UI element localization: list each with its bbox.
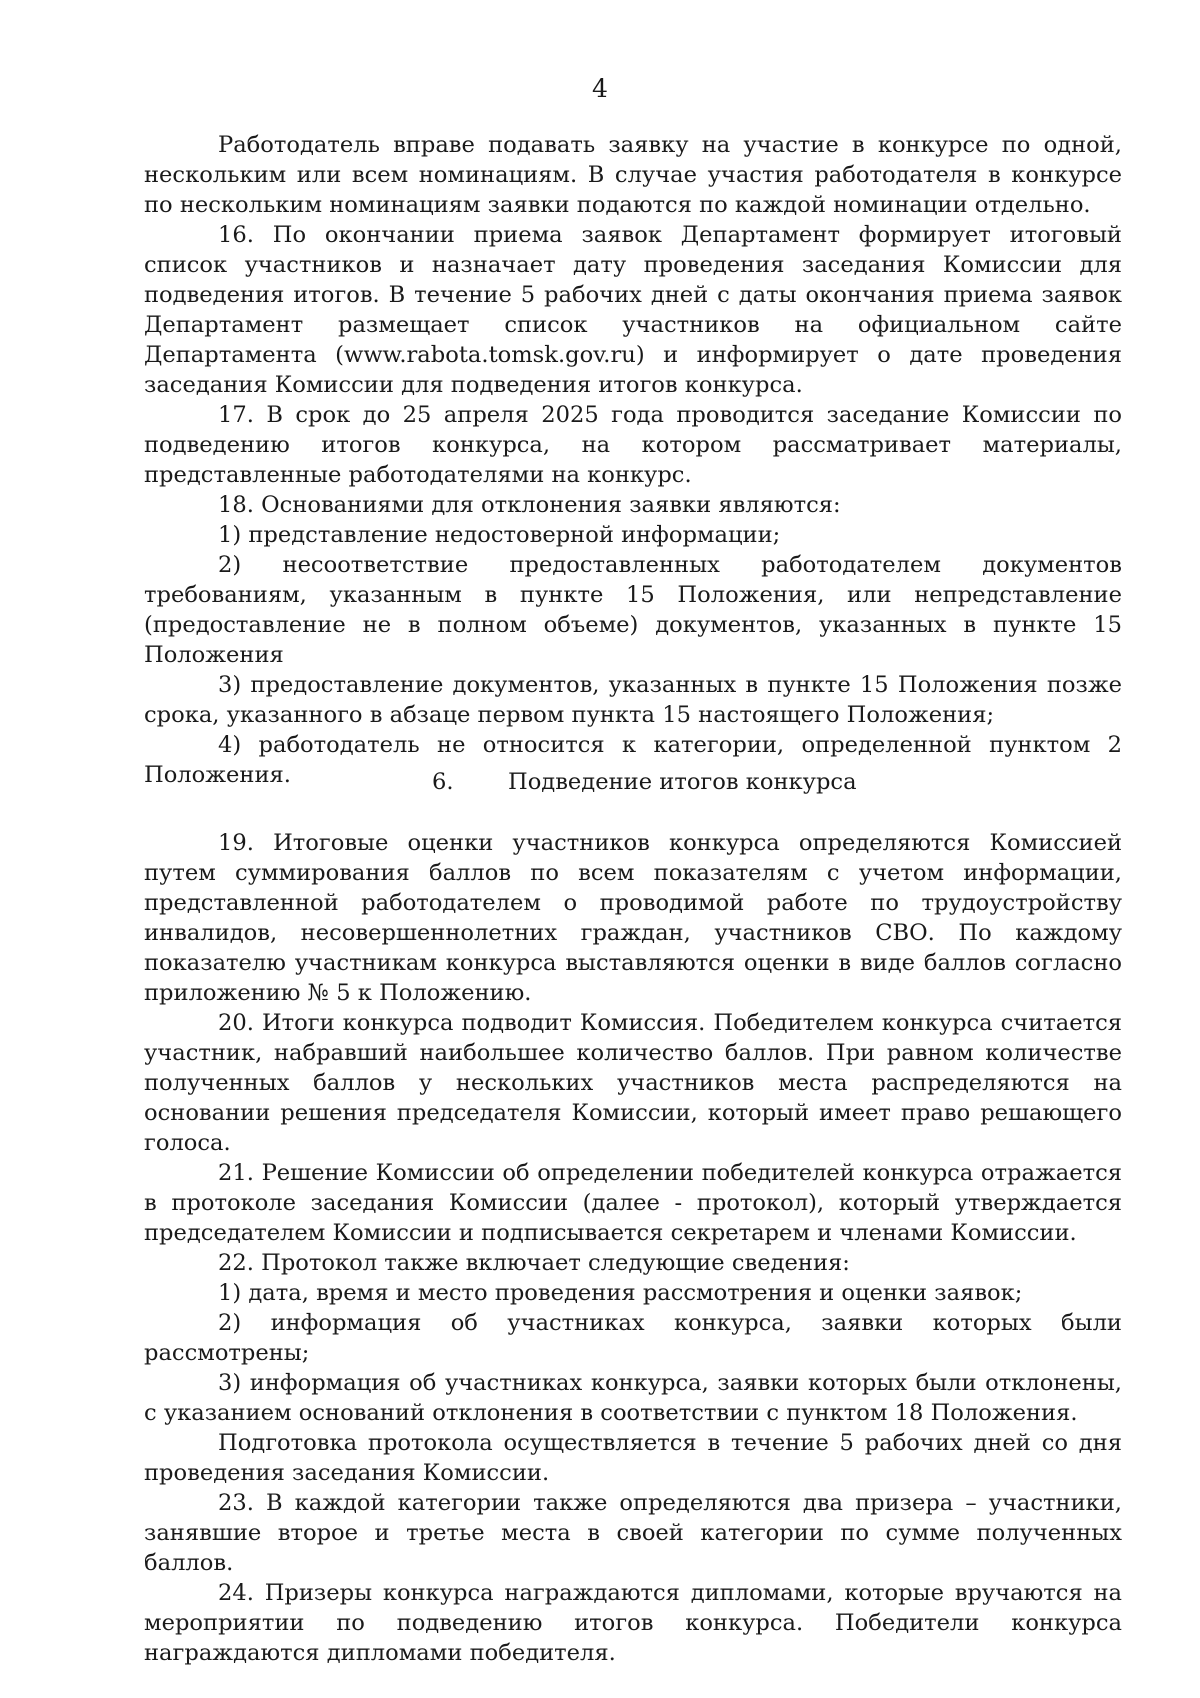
paragraph-nomination-rules: Работодатель вправе подавать заявку на участие в конкурсе по одной, нескольким или всем номинациям. В случае участия работодателя в конкурсе по нескольким номинациям заявки подаются по каждой номинации отдельно.	[144, 132, 1122, 218]
paragraph-17: 17. В срок до 25 апреля 2025 года проводится заседание Комиссии по подведению итогов конкурса, на котором рассматривает материалы, представленные работодателями на конкурс.	[144, 402, 1122, 488]
paragraph-23: 23. В каждой категории также определяются два призера – участники, занявшие второе и третье места в своей категории по сумме полученных баллов.	[144, 1490, 1122, 1576]
paragraph-20: 20. Итоги конкурса подводит Комиссия. Победителем конкурса считается участник, набравший наибольшее количество баллов. При равном количестве полученных баллов у нескольких участников места распределяются на основании решения председателя Комиссии, который имеет право решающего голоса.	[144, 1010, 1122, 1156]
section-6-body	[144, 828, 1122, 1668]
paragraph-18-item-4: 4) работодатель не относится к категории, определенной пунктом 2 Положения.	[144, 732, 1122, 788]
section-title: Подведение итогов конкурса	[508, 769, 857, 795]
section-number: 6.	[432, 769, 454, 795]
paragraph-18: 18. Основаниями для отклонения заявки являются:	[218, 492, 841, 518]
paragraph-18-item-1: 1) представление недостоверной информации;	[218, 522, 781, 548]
paragraph-18-item-2: 2) несоответствие предоставленных работодателем документов требованиям, указанным в пункте 15 Положения, или непредставление (предоставление не в полном объеме) документов, указанных в пункте 15 Положения	[144, 552, 1122, 668]
paragraph-21: 21. Решение Комиссии об определении победителей конкурса отражается в протоколе заседания Комиссии (далее - протокол), который утверждается председателем Комиссии и подписывается секретарем и членами Комиссии.	[144, 1160, 1122, 1246]
section-5-continuation	[144, 130, 1122, 790]
paragraph-22-item-2: 2) информация об участниках конкурса, заявки которых были рассмотрены;	[144, 1310, 1122, 1366]
paragraph-19: 19. Итоговые оценки участников конкурса определяются Комиссией путем суммирования баллов по всем показателям с учетом информации, представленной работодателем о проводимой работе по трудоустройству инвалидов, несовершеннолетних граждан, участников СВО. По каждому показателю участникам конкурса выставляются оценки в виде баллов согласно приложению № 5 к Положению.	[144, 830, 1122, 1006]
paragraph-18-item-3: 3) предоставление документов, указанных в пункте 15 Положения позже срока, указанного в абзаце первом пункта 15 настоящего Положения;	[144, 672, 1122, 728]
page-number: 4	[592, 74, 608, 103]
paragraph-16: 16. По окончании приема заявок Департамент формирует итоговый список участников и назначает дату проведения заседания Комиссии для подведения итогов. В течение 5 рабочих дней с даты окончания приема заявок Департамент размещает список участников на официальном сайте Департамента (www.rabota.tomsk.gov.ru) и информирует о дате проведения заседания Комиссии для подведения итогов конкурса.	[144, 222, 1122, 398]
paragraph-22-item-3: 3) информация об участниках конкурса, заявки которых были отклонены, с указанием оснований отклонения в соответствии с пунктом 18 Положения.	[144, 1370, 1122, 1426]
paragraph-22: 22. Протокол также включает следующие сведения:	[218, 1250, 850, 1276]
paragraph-22-item-1: 1) дата, время и место проведения рассмотрения и оценки заявок;	[218, 1280, 1023, 1306]
paragraph-protocol-preparation: Подготовка протокола осуществляется в течение 5 рабочих дней со дня проведения заседания Комиссии.	[144, 1430, 1122, 1486]
paragraph-24: 24. Призеры конкурса награждаются дипломами, которые вручаются на мероприятии по подведению итогов конкурса. Победители конкурса награждаются дипломами победителя.	[144, 1580, 1122, 1666]
